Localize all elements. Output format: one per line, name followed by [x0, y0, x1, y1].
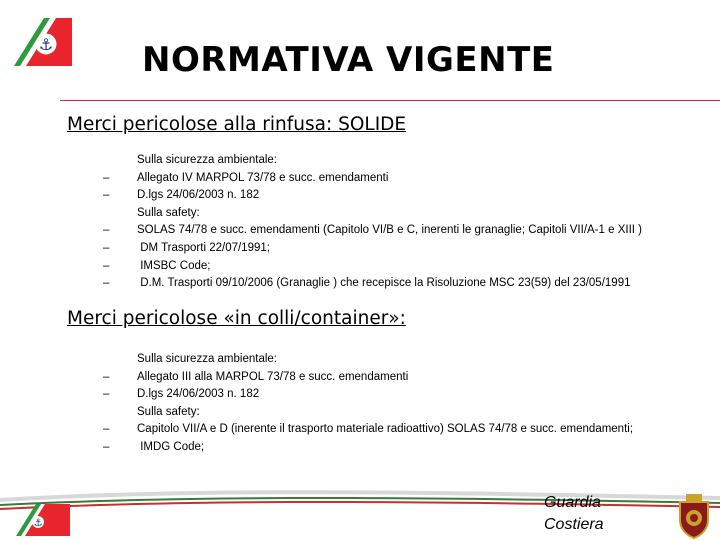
list-item: – Allegato IV MARPOL 73/78 e succ. emendamenti: [103, 171, 389, 184]
list-item: Sulla safety:: [137, 405, 200, 418]
coast-guard-crest-icon: [672, 492, 716, 540]
list-item: – D.lgs 24/06/2003 n. 182: [103, 388, 260, 401]
svg-text:⚓: ⚓: [33, 518, 43, 529]
section-title-bulk-solids: Merci pericolose alla rinfusa: SOLIDE: [67, 114, 407, 135]
header-divider: [60, 100, 720, 101]
list-item: – IMSBC Code;: [103, 259, 211, 272]
list-item: – D.lgs 24/06/2003 n. 182: [103, 189, 260, 202]
list-item: Sulla sicurezza ambientale:: [137, 353, 277, 365]
page-title: NORMATIVA VIGENTE: [142, 40, 555, 80]
packaged-goods-list: [103, 351, 633, 457]
section-title-packaged-goods: Merci pericolose «in colli/container»:: [67, 308, 406, 329]
brand-name: Guardia Costiera: [544, 494, 604, 533]
list-item: – Allegato III alla MARPOL 73/78 e succ. emendamenti: [103, 370, 409, 383]
list-item: – DM Trasporti 22/07/1991;: [103, 241, 270, 254]
list-item: – IMDG Code;: [103, 440, 205, 453]
footer-stripe: [0, 486, 720, 540]
bulk-solids-list: [103, 152, 642, 293]
list-item: – SOLAS 74/78 e succ. emendamenti (Capitolo VI/B e C, inerenti le granaglie; Capitoli VII/A-1 e XIII ): [103, 224, 642, 237]
coast-guard-logo-icon: [6, 14, 72, 72]
list-item: Sulla safety:: [137, 206, 200, 219]
list-item: – D.M. Trasporti 09/10/2006 (Granaglie ) che recepisce la Risoluzione MSC 23(59) del 23/05/1991: [103, 277, 631, 290]
list-item: Sulla sicurezza ambientale:: [137, 154, 277, 166]
svg-text:⚓: ⚓: [38, 35, 54, 54]
coast-guard-logo-small-icon: [12, 502, 70, 538]
list-item: – Capitolo VII/A e D (inerente il trasporto materiale radioattivo) SOLAS 74/78 e succ. emendamenti;: [103, 423, 634, 436]
